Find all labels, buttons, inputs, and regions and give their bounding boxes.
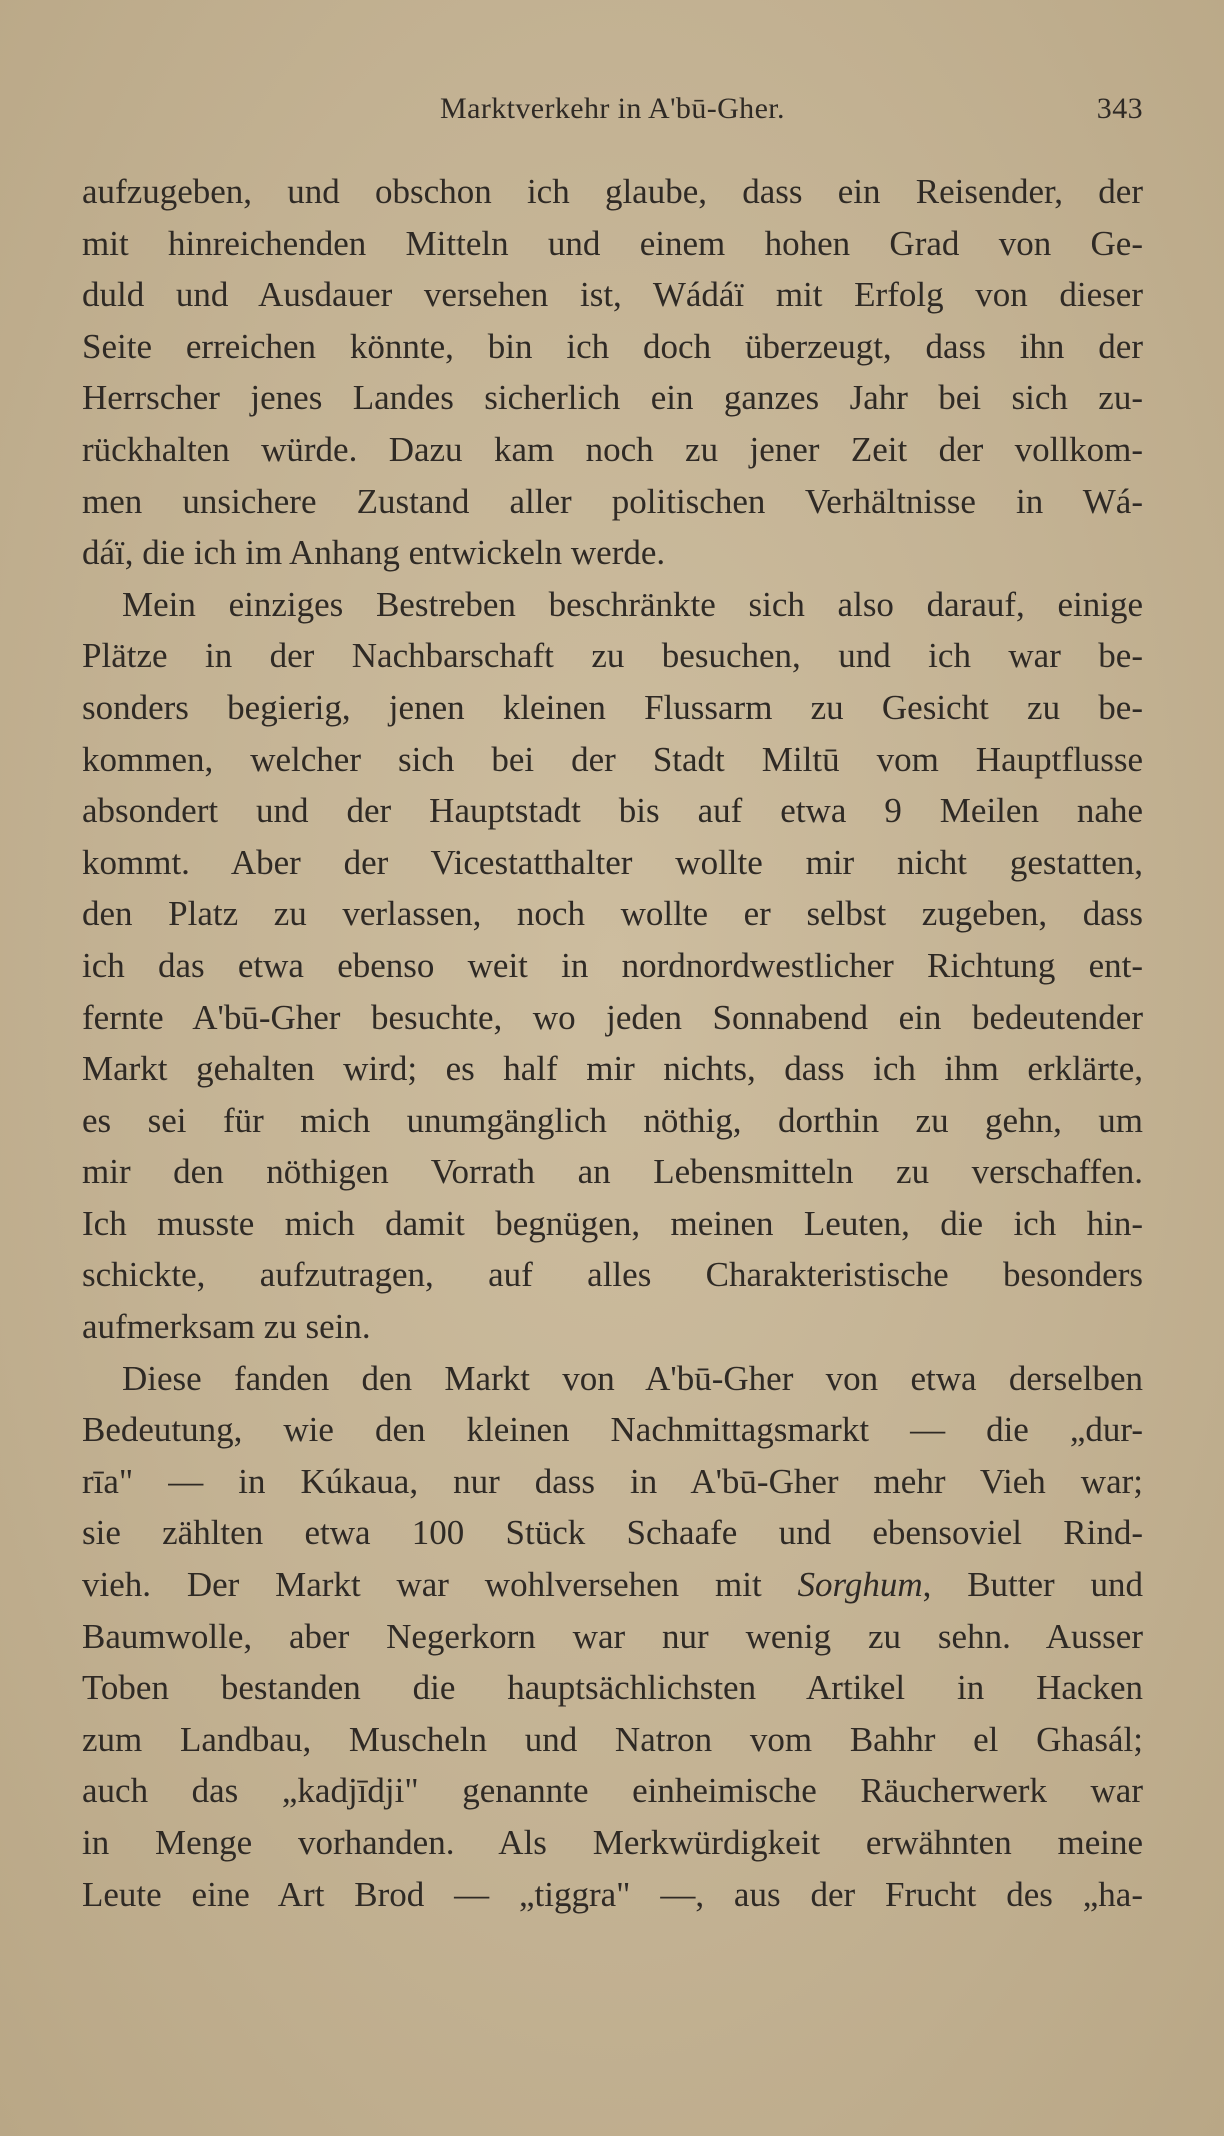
text-line: rīa" — in Kúkaua, nur dass in A'bū-Gher mehr Vieh war; xyxy=(82,1461,1143,1501)
text-line: in Menge vorhanden. Als Merkwürdigkeit erwähnten meine xyxy=(82,1823,1143,1862)
page-number: 343 xyxy=(1096,92,1143,125)
text-line: es sei für mich unumgänglich nöthig, dorthin zu gehn, um xyxy=(82,1100,1143,1140)
text-line: Leute eine Art Brod — „tiggra" —, aus der Frucht des „ha- xyxy=(82,1874,1143,1914)
text-line: Mein einziges Bestreben beschränkte sich also darauf, einige xyxy=(122,584,1143,624)
text-line: Diese fanden den Markt von A'bū-Gher von etwa derselben xyxy=(122,1358,1143,1398)
text-line: kommt. Aber der Vicestatthalter wollte mir nicht gestatten, xyxy=(82,842,1143,882)
text-line: mit hinreichenden Mitteln und einem hohen Grad von Ge- xyxy=(82,223,1143,263)
text-line: zum Landbau, Muscheln und Natron vom Bahhr el Ghasál; xyxy=(82,1719,1143,1759)
text-line: Ich musste mich damit begnügen, meinen Leuten, die ich hin- xyxy=(82,1203,1143,1243)
text-line: schickte, aufzutragen, auf alles Charakteristische besonders xyxy=(82,1255,1143,1295)
text-line: Plätze in der Nachbarschaft zu besuchen, und ich war be- xyxy=(82,636,1143,676)
paragraph xyxy=(82,166,1143,579)
text-line: Toben bestanden die hauptsächlichsten Artikel in Hacken xyxy=(82,1668,1143,1708)
text-line: Herrscher jenes Landes sicherlich ein ganzes Jahr bei sich zu- xyxy=(82,378,1143,418)
paragraph xyxy=(82,1353,1143,1921)
text-line: kommen, welcher sich bei der Stadt Miltū vom Hauptflusse xyxy=(82,739,1143,779)
text-line: sonders begierig, jenen kleinen Flussarm zu Gesicht zu be- xyxy=(82,687,1143,727)
text-line: ich das etwa ebenso weit in nordnordwestlicher Richtung ent- xyxy=(82,945,1143,985)
text-line: duld und Ausdauer versehen ist, Wádáï mit Erfolg von dieser xyxy=(82,275,1143,315)
text-line: mir den nöthigen Vorrath an Lebensmitteln zu verschaffen. xyxy=(82,1152,1143,1192)
running-title: Marktverkehr in A'bū-Gher. xyxy=(440,92,785,125)
text-line: fernte A'bū-Gher besuchte, wo jeden Sonnabend ein bedeutender xyxy=(82,997,1143,1037)
italic-term: Sorghum xyxy=(797,1565,923,1605)
text-line: Bedeutung, wie den kleinen Nachmittagsmarkt — die „dur- xyxy=(82,1410,1143,1450)
text-line: Markt gehalten wird; es half mir nichts, dass ich ihm erklärte, xyxy=(82,1049,1143,1089)
running-head xyxy=(82,92,1143,138)
paragraph xyxy=(82,579,1143,1353)
text-line: den Platz zu verlassen, noch wollte er selbst zugeben, dass xyxy=(82,894,1143,934)
text-line: aufzugeben, und obschon ich glaube, dass ein Reisender, der xyxy=(82,172,1143,211)
text-line: auch das „kadjīdji" genannte einheimische Räucherwerk war xyxy=(82,1771,1143,1811)
text-line: vieh. Der Markt war wohlversehen mit Sorghum, Butter und xyxy=(82,1565,1143,1605)
body-text xyxy=(82,166,1143,1920)
text-line: Seite erreichen könnte, bin ich doch überzeugt, dass ihn der xyxy=(82,326,1143,366)
text-line: dáï, die ich im Anhang entwickeln werde. xyxy=(82,533,666,573)
text-line: aufmerksam zu sein. xyxy=(82,1307,371,1347)
text-line: Baumwolle, aber Negerkorn war nur wenig zu sehn. Ausser xyxy=(82,1616,1143,1656)
text-line: absondert und der Hauptstadt bis auf etwa 9 Meilen nahe xyxy=(82,791,1143,831)
text-line: men unsichere Zustand aller politischen Verhältnisse in Wá- xyxy=(82,481,1143,521)
text-line: rückhalten würde. Dazu kam noch zu jener Zeit der vollkom- xyxy=(82,429,1143,469)
text-line: sie zählten etwa 100 Stück Schaafe und ebensoviel Rind- xyxy=(82,1513,1143,1553)
